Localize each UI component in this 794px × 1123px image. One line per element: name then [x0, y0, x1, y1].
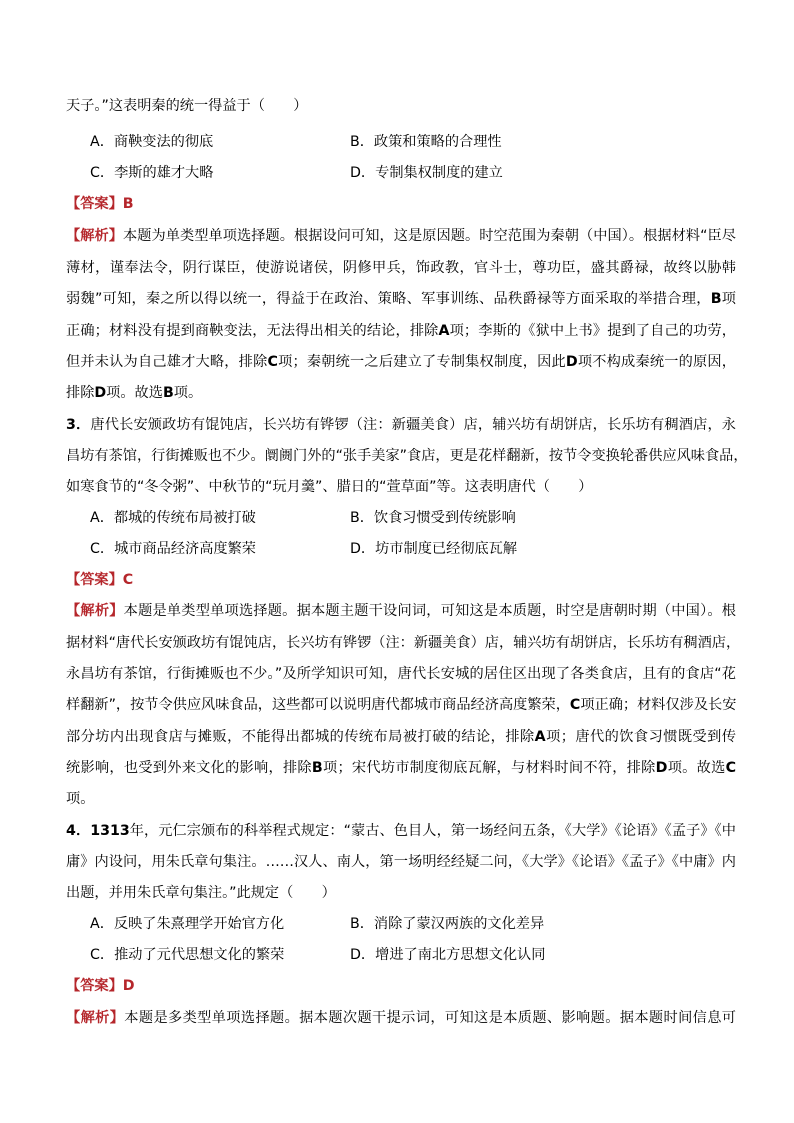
analysis-line: 【解析】本题是单类型单项选择题。据本题主题干设问词，可知这是本质题，时空是唐朝时期（中国）。根 — [66, 603, 736, 619]
analysis-tag: 【解析】 — [66, 228, 123, 244]
answer-tag: 【答案】 — [66, 978, 123, 994]
option-b: B．消除了蒙汉两族的文化差异 — [350, 916, 545, 932]
answer-line — [66, 570, 736, 590]
analysis-line: 【解析】本题为单类型单项选择题。根据设问可知，这是原因题。时空范围为秦朝（中国）。根据材料“臣尽 — [66, 228, 736, 244]
analysis-line: 【解析】本题是多类型单项选择题。据本题次题干提示词，可知这是本质题、影响题。据本题时间信息可 — [66, 1010, 736, 1026]
question-stem-line: 庸》内设问，用朱氏章句集注。……汉人、南人，第一场明经经疑二问，《大学》《论语》《孟子》《中庸》内 — [66, 854, 736, 870]
analysis-line: 排除D项。故选B项。 — [66, 385, 203, 401]
analysis-tag: 【解析】 — [66, 603, 124, 619]
answer-value: B — [122, 196, 134, 212]
analysis-line: 弱魏”可知，秦之所以得以统一，得益于在政治、策略、军事训练、品秩爵禄等方面采取的举措合理，B项 — [66, 291, 736, 307]
option-a: A．反映了朱熹理学开始官方化 — [90, 916, 285, 932]
analysis-line: 样翻新”，按节令供应风味食品，这些都可以说明唐代都城市商品经济高度繁荣，C项正确；材料仅涉及长安 — [66, 697, 737, 713]
question-stem-line: 天子。”这表明秦的统一得益于（ ） — [66, 98, 308, 114]
answer-line — [66, 194, 736, 214]
answer-value: D — [122, 978, 135, 994]
question-stem-line: 4．1313年，元仁宗颁布的科举程式规定：“蒙古、色目人，第一场经问五条，《大学》《论语》《孟子》《中 — [66, 823, 736, 839]
option-d: D．专制集权制度的建立 — [350, 165, 503, 181]
option-c: C．推动了元代思想文化的繁荣 — [90, 947, 285, 963]
analysis-line: 部分坊内出现食店与摊贩，不能得出都城的传统布局被打破的结论，排除A项；唐代的饮食习惯既受到传 — [66, 729, 736, 745]
answer-value: C — [122, 572, 134, 588]
option-b: B．政策和策略的合理性 — [350, 134, 502, 150]
analysis-line: 统影响，也受到外来文化的影响，排除B项；宋代坊市制度彻底瓦解，与材料时间不符，排除D项。故选C — [66, 760, 736, 776]
option-d: D．坊市制度已经彻底瓦解 — [350, 541, 518, 557]
question-stem-line: 3．唐代长安颁政坊有馄饨店，长兴坊有铧锣（注：新疆美食）店，辅兴坊有胡饼店，长乐坊有稠酒店，永 — [66, 417, 736, 433]
analysis-line: 项。 — [66, 791, 95, 807]
question-stem-line: 如寒食节的“冬令粥”、中秋节的“玩月羹”、腊日的“萱草面”等。这表明唐代（ ） — [66, 479, 593, 495]
option-b: B．饮食习惯受到传统影响 — [350, 510, 516, 526]
option-c: C．李斯的雄才大略 — [90, 165, 214, 181]
analysis-line: 据材料“唐代长安颁政坊有馄饨店，长兴坊有铧锣（注：新疆美食）店，辅兴坊有胡饼店，长乐坊有稠酒店， — [66, 635, 741, 651]
option-d: D．增进了南北方思想文化认同 — [350, 947, 546, 963]
answer-tag: 【答案】 — [66, 196, 123, 212]
analysis-line: 正确；材料没有提到商鞅变法，无法得出相关的结论，排除A项；李斯的《狱中上书》提到了自己的功劳， — [66, 323, 736, 339]
option-a: A．商鞅变法的彻底 — [90, 134, 214, 150]
answer-tag: 【答案】 — [66, 572, 123, 588]
option-a: A．都城的传统布局被打破 — [90, 510, 256, 526]
question-stem-line: 出题，并用朱氏章句集注。”此规定（ ） — [66, 885, 336, 901]
analysis-line: 永昌坊有茶馆，行街摊贩也不少。”及所学知识可知，唐代长安城的居住区出现了各类食店，且有的食店“花 — [66, 666, 736, 682]
question-number: 3． — [66, 417, 91, 433]
analysis-tag: 【解析】 — [66, 1010, 125, 1026]
option-c: C．城市商品经济高度繁荣 — [90, 541, 256, 557]
question-stem-line: 昌坊有茶馆，行街摊贩也不少。阛阓门外的“张手美家”食店，更是花样翻新，按节令变换轮番供应风味食品， — [66, 448, 748, 464]
analysis-line: 薄材，谨奉法令，阴行谋臣，使游说诸侯，阴修甲兵，饰政教，官斗士，尊功臣，盛其爵禄，故终以胁韩 — [66, 260, 736, 276]
analysis-line: 但并未认为自己雄才大略，排除C项；秦朝统一之后建立了专制集权制度，因此D项不构成秦统一的原因， — [66, 354, 736, 370]
question-number: 4． — [66, 823, 91, 839]
answer-line — [66, 976, 736, 996]
